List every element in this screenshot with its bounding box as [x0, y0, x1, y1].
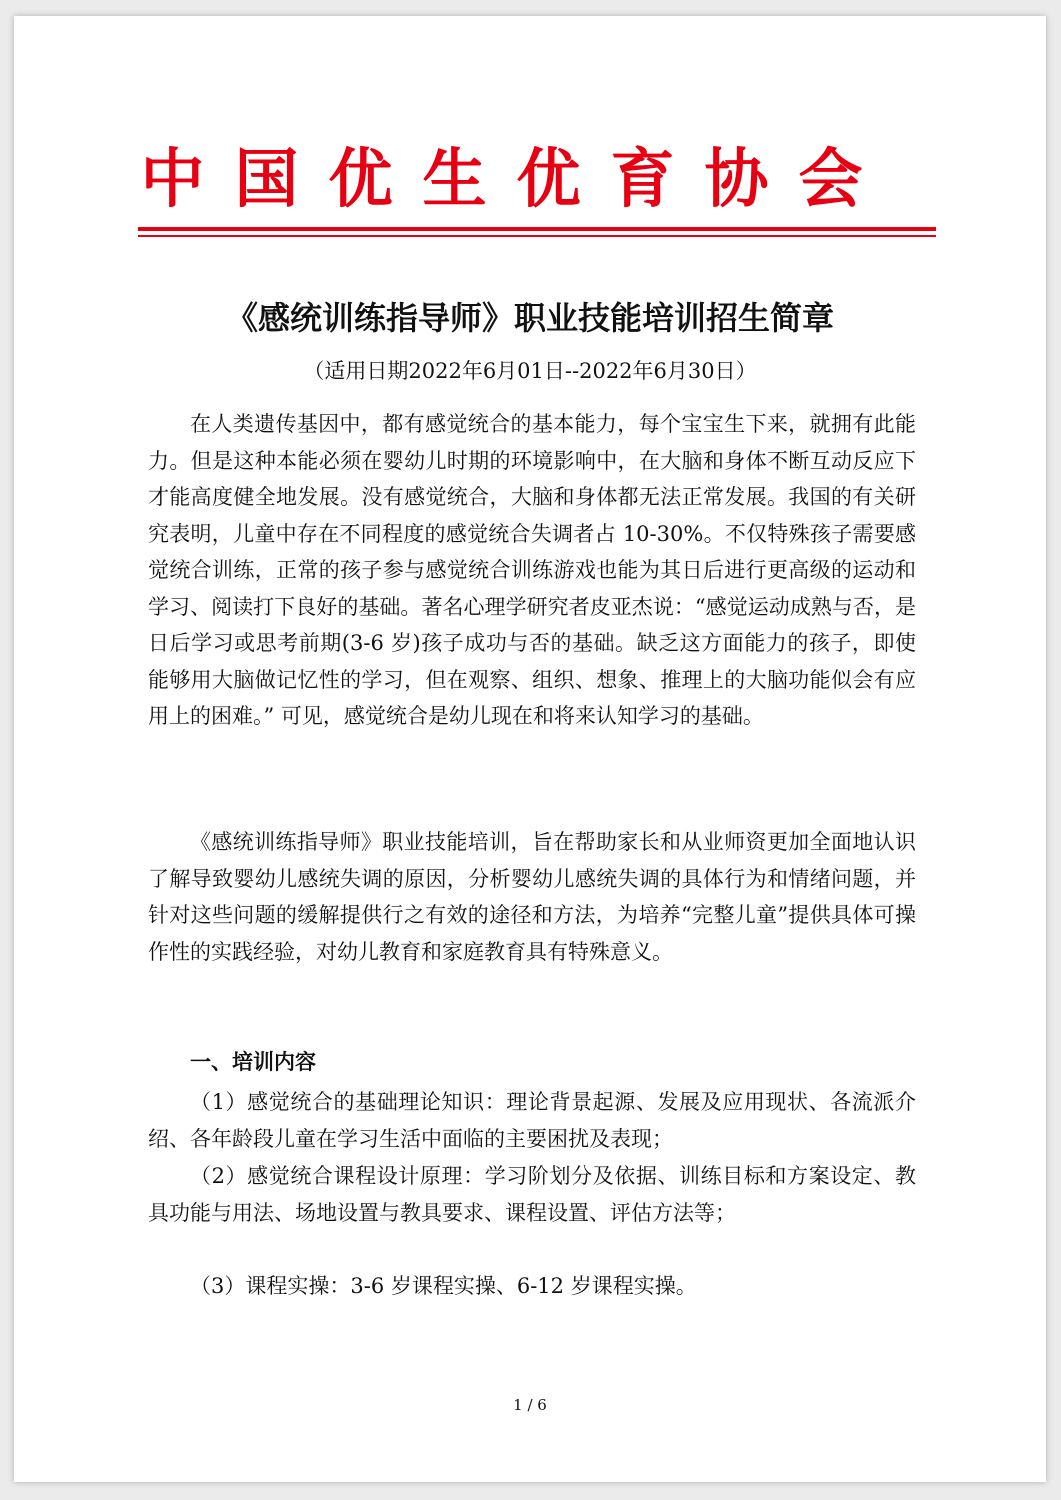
header-rule-thick — [138, 227, 936, 231]
training-item-2: （2）感觉统合课程设计原理：学习阶划分及依据、训练目标和方案设定、教具功能与用法、场地设置与教具要求、课程设置、评估方法等； — [148, 1164, 916, 1225]
intro-paragraph: 在人类遗传基因中，都有感觉统合的基本能力，每个宝宝生下来，就拥有此能力。但是这种本能必须在婴幼儿时期的环境影响中，在大脑和身体不断互动反应下才能高度健全地发展。没有感觉统合，大脑和身体都无法正常发展。我国的有关研究表明，儿童中存在不同程度的感觉统合失调者占 10-30%。不仅特殊孩子需要感觉统合训练，正常的孩子参与感觉统合训练游戏也能为其日后进行更高级的运动和学习、阅读打下良好的基础。著名心理学研究者皮亚杰说：“感觉运动成熟与否，是日后学习或思考前期(3-6 岁)孩子成功与否的基础。缺乏这方面能力的孩子，即使能够用大脑做记忆性的学习，但在观察、组织、想象、推理上的大脑功能似会有应用上的困难。” 可见，感觉统合是幼儿现在和将来认知学习的基础。 — [148, 412, 916, 728]
section-heading-training-content: 一、培训内容 — [190, 1050, 316, 1074]
training-item-3: （3）课程实操：3-6 岁课程实操、6-12 岁课程实操。 — [190, 1274, 697, 1298]
purpose-paragraph: 《感统训练指导师》职业技能培训，旨在帮助家长和从业师资更加全面地认识了解导致婴幼儿感统失调的原因，分析婴幼儿感统失调的具体行为和情绪问题，并针对这些问题的缓解提供行之有效的途径和方法，为培养“完整儿童”提供具体可操作性的实践经验，对幼儿教育和家庭教育具有特殊意义。 — [148, 830, 916, 964]
document-title: 《感统训练指导师》职业技能培训招生简章 — [225, 299, 834, 337]
organization-header: 中国优生优育协会 — [140, 143, 893, 217]
document-date-range: （适用日期2022年6月01日--2022年6月30日） — [303, 359, 757, 383]
header-rule-thin — [138, 235, 936, 237]
training-item-1: （1）感觉统合的基础理论知识：理论背景起源、发展及应用现状、各流派介绍、各年龄段儿童在学习生活中面临的主要困扰及表现； — [148, 1090, 916, 1151]
page-number: 1 / 6 — [513, 1396, 547, 1414]
document-page — [14, 16, 1046, 1482]
